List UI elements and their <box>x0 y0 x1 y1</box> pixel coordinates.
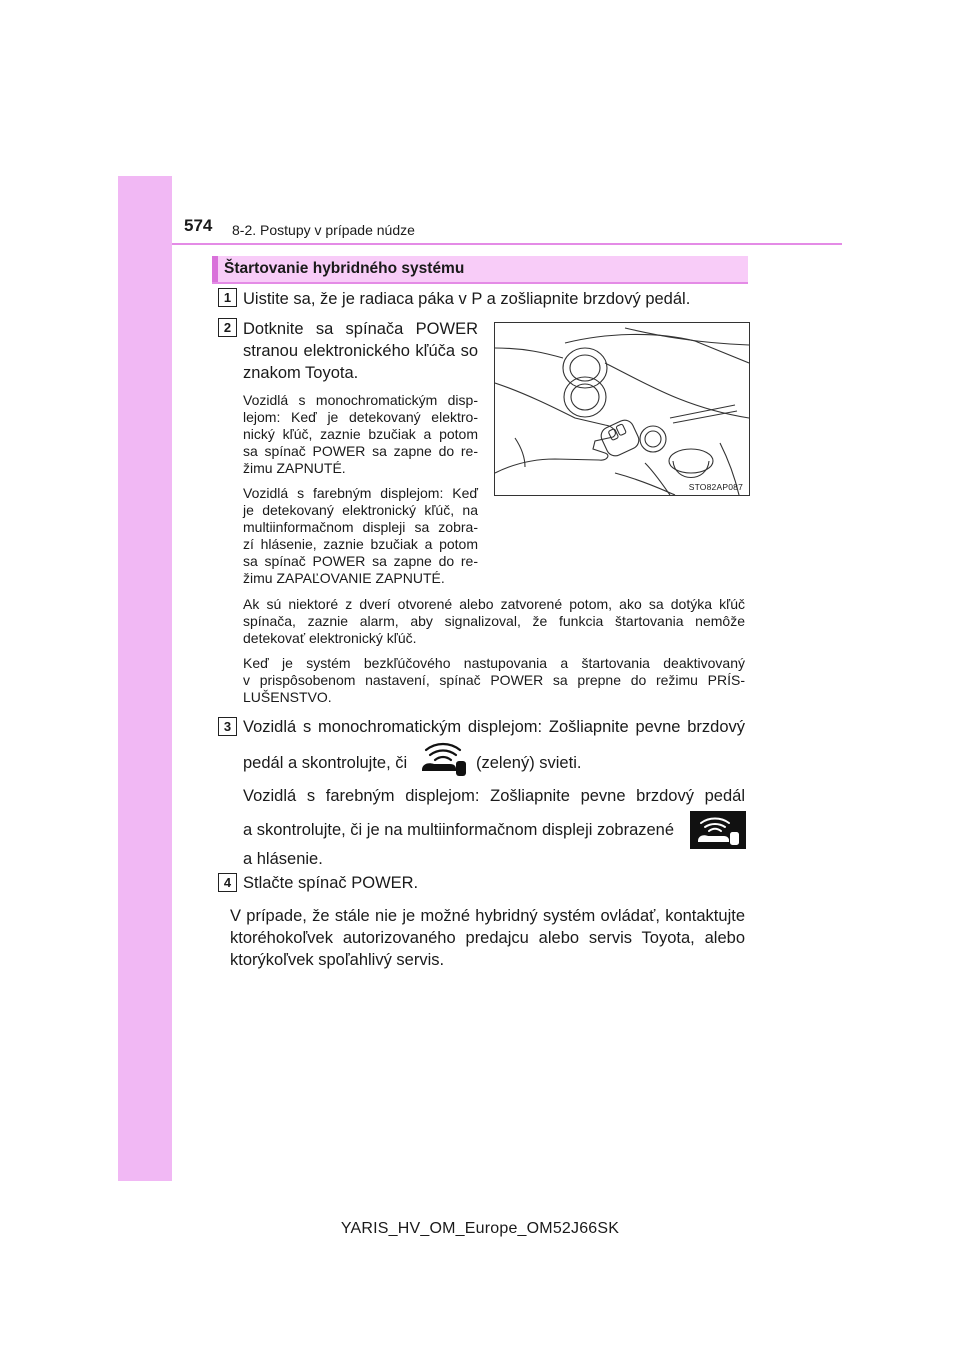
step-2-line-3: znakom Toyota. <box>243 364 359 382</box>
step-4-text: Stlačte spínač POWER. <box>243 874 419 892</box>
step-2-line-1: Dotknite sa spínača POWER <box>243 320 478 338</box>
step-3-badge: 3 <box>218 717 237 736</box>
note-system-line: Keď je systém bezkľúčového nastupovania a štartovania deaktivovaný <box>243 655 745 671</box>
note-color-line: je detekovaný elektronický kľúč, na <box>243 502 478 518</box>
page-number: 574 <box>184 216 213 235</box>
key-system-indicator-icon <box>420 740 468 778</box>
key-touch-illustration <box>494 322 750 496</box>
closing-line: V prípade, že stále nie je možné hybridný systém ovládať, kontaktujte <box>230 907 745 925</box>
note-doors-line: spínača, zaznie alarm, aby signalizoval, že funkcia štartovania nemôže <box>243 613 745 629</box>
illustration-code: STO82AP087 <box>688 482 743 492</box>
step-1-badge: 1 <box>218 288 237 307</box>
hand-key-drawing <box>495 323 749 495</box>
note-mono-line: lejom: Keď je detekovaný elektro- <box>243 409 478 425</box>
closing-line: ktoréhokoľvek autorizovaného predajcu alebo servis Toyota, alebo <box>230 929 745 947</box>
step-2-line-2: stranou elektronického kľúča so <box>243 342 478 360</box>
note-mono-line: žimu ZAPNUTÉ. <box>243 460 346 476</box>
step-2-badge: 2 <box>218 318 237 337</box>
header-divider <box>172 243 842 245</box>
subsection-title: Štartovanie hybridného systému <box>224 260 465 277</box>
color-display-indicator-icon <box>690 811 746 849</box>
chapter-sidebar-tab <box>118 176 172 1181</box>
note-color-line: zí hlásenie, zaznie bzučiak a potom <box>243 536 478 552</box>
note-color-line: sa spínač POWER sa zapne do re- <box>243 553 478 569</box>
note-color-line: žimu ZAPAĽOVANIE ZAPNUTÉ. <box>243 570 445 586</box>
step-3-color-line-2: a skontrolujte, či je na multiinformačnom displeji zobrazené <box>243 821 675 839</box>
note-system-line: v prispôsobenom nastavení, spínač POWER sa prepne do režimu PRÍS- <box>243 672 745 688</box>
step-3-color-line-1: Vozidlá s farebným displejom: Zošliapnite pevne brzdový pedál <box>243 787 745 805</box>
note-color-line: multiinformačnom displeji sa zobra- <box>243 519 478 535</box>
note-doors-line: detekovať elektronický kľúč. <box>243 630 417 646</box>
section-heading: 8-2. Postupy v prípade núdze <box>232 222 415 238</box>
step-3-mono-line-2b: (zelený) svieti. <box>476 754 582 772</box>
document-footer: YARIS_HV_OM_Europe_OM52J66SK <box>340 1220 620 1237</box>
step-3-mono-line-1: Vozidlá s monochromatickým displejom: Zošliapnite pevne brzdový <box>243 718 745 736</box>
subsection-header <box>212 256 748 284</box>
note-system-line: LUŠENSTVO. <box>243 689 332 705</box>
step-3-mono-line-2a: pedál a skontrolujte, či <box>243 754 408 772</box>
note-doors-line: Ak sú niektoré z dverí otvorené alebo zatvorené potom, ako sa dotýka kľúč <box>243 596 745 612</box>
note-color-line: Vozidlá s farebným displejom: Keď <box>243 485 478 501</box>
note-mono-line: Vozidlá s monochromatickým disp- <box>243 392 478 408</box>
note-mono-line: sa spínač POWER sa zapne do re- <box>243 443 478 459</box>
closing-line: ktorýkoľvek spoľahlivý servis. <box>230 951 445 969</box>
step-4-badge: 4 <box>218 873 237 892</box>
subsection-accent-bar <box>212 256 218 282</box>
step-3-color-line-3: a hlásenie. <box>243 850 323 868</box>
step-1-text: Uistite sa, že je radiaca páka v P a zošliapnite brzdový pedál. <box>243 290 691 308</box>
key-system-indicator-icon <box>690 811 746 849</box>
note-mono-line: nický kľúč, zaznie bzučiak a potom <box>243 426 478 442</box>
